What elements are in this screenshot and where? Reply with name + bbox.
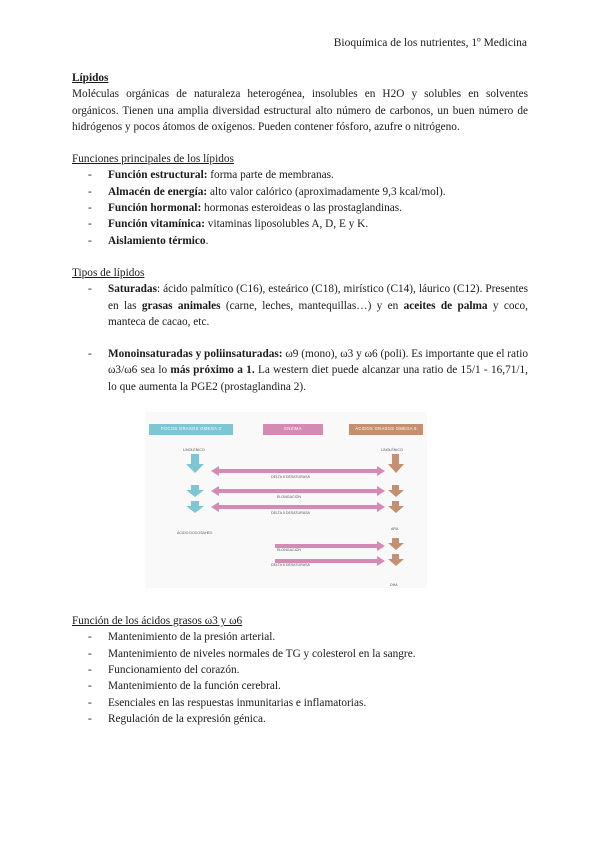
down-arrow-icon xyxy=(388,454,404,473)
right-arrow-icon xyxy=(275,556,385,566)
document-body xyxy=(72,70,528,727)
list-item: - Almacén de energía: alto valor calórico (aproximadamente 9,3 kcal/mol). xyxy=(88,185,446,198)
double-arrow-icon xyxy=(211,502,385,512)
omega-pathway-diagram xyxy=(145,412,427,588)
list-item-saturadas: - Saturadas: ácido palmítico (C16), esteárico (C18), mirístico (C14), láurico (C12). Presentes en las grasas animales (carne, leches, mantequillas…) y en aceites de palma y coco, manteca de cacao, etc. xyxy=(88,283,528,328)
section-title-funciones: Funciones principales de los lípidos xyxy=(72,153,234,166)
list-item: - Función vitamínica: vitaminas liposolubles A, D, E y K. xyxy=(88,218,369,231)
label-right-bottom: DHA xyxy=(390,583,398,588)
section-title-tipos: Tipos de lípidos xyxy=(72,266,145,279)
header-omega3: POCOS GRASOS OMEGA 3 xyxy=(149,424,233,435)
down-arrow-icon xyxy=(186,485,204,497)
down-arrow-icon xyxy=(186,454,204,473)
header-omega6: ÁCIDOS GRASOS OMEGA 6 xyxy=(349,424,423,435)
enzyme-label: DELTA 6 DESATURASA xyxy=(271,475,310,480)
list-item: - Aislamiento térmico. xyxy=(88,234,209,247)
list-item-insaturadas: - Monoinsaturadas y poliinsaturadas: ω9 (mono), ω3 y ω6 (poli). Es importante que el ratio ω3/ω6 sea lo más próximo a 1. La western diet puede alcanzar una ratio de 15/1 - 16,71/1, lo que aumenta la PGE2 (prostaglandina 2). xyxy=(88,348,528,393)
omega3-arrows xyxy=(186,454,204,513)
list-item: - Esenciales en las respuestas inmunitarias e inflamatorias. xyxy=(88,696,367,709)
page-header: Bioquímica de los nutrientes, 1º Medicina xyxy=(333,37,527,49)
enzyme-label: ELONGACIÓN xyxy=(277,548,301,553)
list-item: - Función hormonal: hormonas esteroideas o las prostaglandinas. xyxy=(88,202,403,215)
list-item: - Función estructural: forma parte de membranas. xyxy=(88,169,334,182)
enzyme-arrows xyxy=(211,466,385,566)
funcion-omega-list xyxy=(72,629,528,727)
list-item: - Funcionamiento del corazón. xyxy=(88,663,240,676)
diagram-arrows xyxy=(145,412,427,588)
enzyme-label: DELTA 6 DESATURASA xyxy=(271,563,310,568)
section-title-funcion-omega: Función de los ácidos grasos ω3 y ω6 xyxy=(72,615,243,628)
section-title-lipidos: Lípidos xyxy=(72,72,109,84)
label-right-top: LINOLÉNICO xyxy=(381,448,403,453)
label-left-top: LINOLÉNICO xyxy=(183,448,205,453)
label-right-mid: ARA xyxy=(391,527,399,532)
lipidos-definition: Moléculas orgánicas de naturaleza heterogénea, insolubles en H2O y solubles en solventes orgánicos. Tienen una amplia diversidad estructural alto número de carbonos, un buen número de hidrógenos y pocos átomos de oxígenos. Pueden contener fósforo, azufre o nitrógeno. xyxy=(72,88,528,133)
down-arrow-icon xyxy=(388,554,404,566)
label-left-bottom: ÁCIDO DOCOSAHEX xyxy=(177,531,213,536)
list-item: - Mantenimiento de niveles normales de TG y colesterol en la sangre. xyxy=(88,647,416,660)
double-arrow-icon xyxy=(211,486,385,496)
enzyme-label: ELONGACIÓN xyxy=(277,495,301,500)
list-item: - Mantenimiento de la presión arterial. xyxy=(88,631,276,644)
down-arrow-icon xyxy=(388,485,404,497)
right-arrow-icon xyxy=(275,541,385,551)
funciones-list xyxy=(72,167,528,248)
double-arrow-icon xyxy=(211,466,385,476)
down-arrow-icon xyxy=(186,501,204,513)
list-item: - Mantenimiento de la función cerebral. xyxy=(88,680,281,693)
down-arrow-icon xyxy=(388,538,404,550)
omega6-arrows xyxy=(388,454,404,566)
list-item: - Regulación de la expresión génica. xyxy=(88,712,266,725)
tipos-list xyxy=(72,281,528,395)
header-enzima: ENZIMA xyxy=(263,424,323,435)
enzyme-label: DELTA 5 DESATURASA xyxy=(271,511,310,516)
down-arrow-icon xyxy=(388,501,404,513)
